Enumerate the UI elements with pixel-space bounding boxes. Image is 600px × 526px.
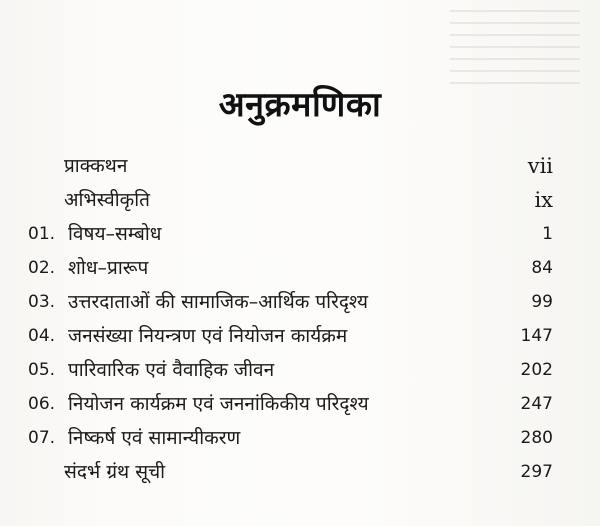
toc-row-chapter-01 — [0, 217, 600, 251]
toc-row-number: 02. — [28, 258, 56, 278]
toc-row-chapter-03 — [0, 285, 600, 319]
toc-row-number: 03. — [28, 292, 56, 312]
toc-row-number: 04. — [28, 326, 56, 346]
toc-row-page: 84 — [531, 258, 553, 278]
toc-row-label: प्राक्कथन — [64, 155, 128, 177]
page-title: अनुक्रमणिका — [218, 85, 382, 125]
toc-row-page: 202 — [520, 360, 553, 380]
toc-row-label: जनसंख्या नियन्त्रण एवं नियोजन कार्यक्रम — [68, 325, 348, 347]
toc-row-number: 01. — [28, 224, 56, 244]
toc-row-label: निष्कर्ष एवं सामान्यीकरण — [68, 427, 241, 449]
toc-row-page: 247 — [520, 394, 553, 414]
toc-row-page: 147 — [520, 326, 553, 346]
toc-row-page: ix — [534, 188, 553, 212]
toc-row-page: 280 — [520, 428, 553, 448]
toc-row-chapter-02 — [0, 251, 600, 285]
toc-row-label: उत्तरदाताओं की सामाजिक–आर्थिक परिदृश्य — [68, 291, 369, 313]
toc-row-label: अभिस्वीकृति — [64, 189, 151, 211]
toc-row-bibliography — [0, 455, 600, 489]
toc-row-label: नियोजन कार्यक्रम एवं जननांकिकीय परिदृश्य — [68, 393, 369, 415]
toc-row-chapter-04 — [0, 319, 600, 353]
toc-row-label: संदर्भ ग्रंथ सूची — [64, 461, 166, 483]
toc-row-preface — [0, 149, 600, 183]
toc-row-page: 1 — [542, 224, 553, 244]
toc-row-number: 06. — [28, 394, 56, 414]
toc-row-chapter-06 — [0, 387, 600, 421]
toc-row-chapter-05 — [0, 353, 600, 387]
toc-row-acknowledgement — [0, 183, 600, 217]
toc-row-label: पारिवारिक एवं वैवाहिक जीवन — [68, 359, 275, 381]
toc-row-page: vii — [527, 154, 553, 178]
toc-row-number: 05. — [28, 360, 56, 380]
toc-row-label: शोध–प्रारूप — [68, 257, 149, 279]
toc-row-chapter-07 — [0, 421, 600, 455]
toc-row-page: 297 — [520, 462, 553, 482]
toc-row-label: विषय–सम्बोध — [68, 223, 162, 245]
toc-row-number: 07. — [28, 428, 56, 448]
toc-row-page: 99 — [531, 292, 553, 312]
